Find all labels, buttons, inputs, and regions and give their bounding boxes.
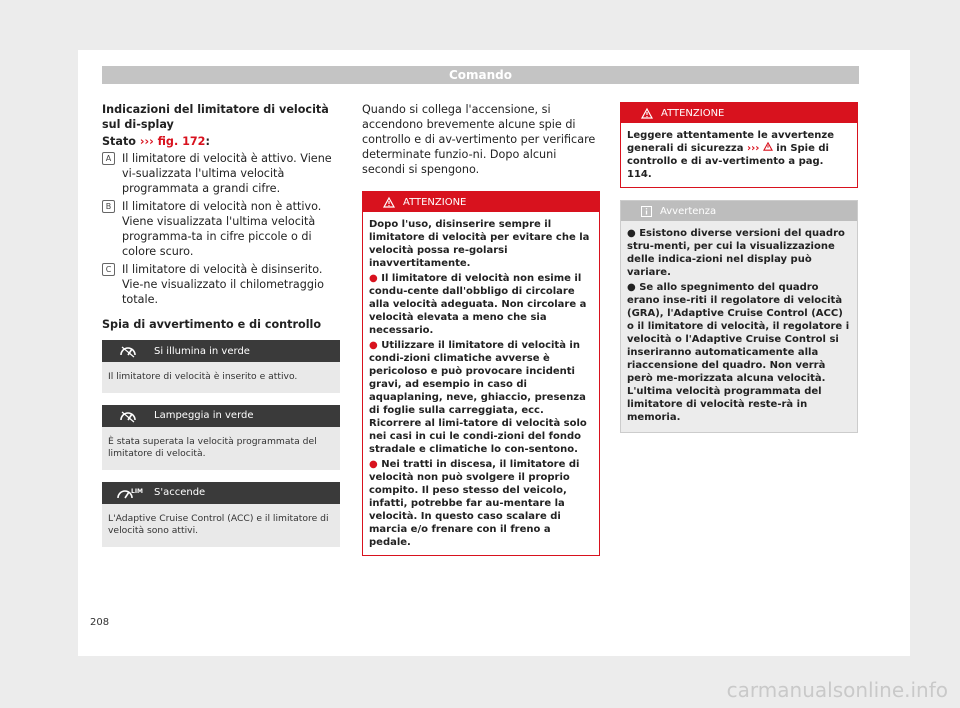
warning-box bbox=[362, 191, 600, 556]
warning-triangle-icon bbox=[383, 197, 395, 208]
state-item-c: C Il limitatore di velocità è disinserito. Vie-ne visualizzato il chilometraggio totale. bbox=[102, 262, 340, 307]
state-item-a: A Il limitatore di velocità è attivo. Viene vi-sualizzata l'ultima velocità programmata a grandi cifre. bbox=[102, 151, 340, 196]
note-bullet: ● Esistono diverse versioni del quadro stru-menti, per cui la visualizzazione delle indica-zioni nel display può variare. bbox=[627, 228, 845, 278]
column-middle bbox=[362, 102, 600, 556]
svg-text:LIM: LIM bbox=[131, 487, 144, 495]
warning-title: ATTENZIONE bbox=[661, 107, 725, 119]
figure-link[interactable]: ››› fig. 172 bbox=[139, 135, 206, 148]
warning-bullet: ● Il limitatore di velocità non esime il condu-cente dall'obbligo di circolare alla velocità adeguata. Non circolare a velocità elevata a meno che sia necessario. bbox=[369, 273, 587, 336]
lamp-card: LIM S'accende L'Adaptive Cruise Control (ACC) e il limitatore di velocità sono attivi. bbox=[102, 482, 340, 547]
note-bullet: ● Se allo spegnimento del quadro erano inse-riti il regolatore di velocità (GRA), l'Adaptive Cruise Control (ACC) o il limitatore di velocità, il regolatore i velocità o l'Adaptive Cruise Control si inseriranno automaticamente alla riaccensione del quadro. Non verrà però me-morizzata alcuna velocità. L'ultima velocità programmata del limitatore di velocità reste-rà in memoria. bbox=[627, 282, 850, 423]
warning-triangle-icon bbox=[763, 142, 773, 151]
note-box bbox=[620, 200, 858, 433]
page-header: Comando bbox=[102, 66, 859, 84]
warning-lead: Dopo l'uso, disinserire sempre il limitatore di velocità per evitare che la velocità possa re-golarsi inavvertitamente. bbox=[369, 219, 590, 269]
acc-limiter-icon bbox=[102, 486, 154, 500]
warning-title: ATTENZIONE bbox=[403, 196, 467, 208]
warning-box bbox=[620, 102, 858, 188]
section-heading: Indicazioni del limitatore di velocità sul di-splay bbox=[102, 103, 329, 131]
state-letter: C bbox=[102, 263, 115, 276]
watermark: carmanualsonline.info bbox=[726, 678, 948, 702]
warning-text: Leggere attentamente le avvertenze generali di sicurezza ››› in Spie di controllo e di av-vertimento a pag. 114. bbox=[627, 130, 835, 180]
state-letter: A bbox=[102, 152, 115, 165]
warning-bullet: ● Utilizzare il limitatore di velocità in condi-zioni climatiche avverse è pericoloso e può provocare incidenti gravi, ad esempio in caso di aquaplaning, neve, ghiaccio, presenza di foglie sulla carreggiata, ecc. Ricorrere al limi-tatore di velocità solo nei casi in cui le condi-zioni del fondo stradale e climatiche lo con-sentono. bbox=[369, 340, 587, 455]
warning-triangle-icon bbox=[641, 108, 653, 119]
state-item-b: B Il limitatore di velocità non è attivo. Viene visualizzata l'ultima velocità programma-ta in cifre piccole o di colore scuro. bbox=[102, 199, 340, 259]
warning-bullet: ● Nei tratti in discesa, il limitatore di velocità non può svolgere il proprio compito. Il peso stesso del veicolo, infatti, potrebbe far au-mentare la velocità. In questo caso scalare di marcia e/o frenare con il freno a pedale. bbox=[369, 459, 580, 548]
lamp-card: Lampeggia in verde È stata superata la velocità programmata del limitatore di velocità. bbox=[102, 405, 340, 470]
intro-text: Quando si collega l'accensione, si accendono brevemente alcune spie di controllo e di av-vertimento per verificare determinate funzio-ni. Dopo alcuni secondi si spengono. bbox=[362, 103, 596, 176]
spia-heading: Spia di avvertimento e di controllo bbox=[102, 318, 322, 331]
lamp-card: Si illumina in verde Il limitatore di velocità è inserito e attivo. bbox=[102, 340, 340, 393]
speed-limiter-icon bbox=[102, 409, 154, 423]
column-left bbox=[102, 102, 340, 559]
speed-limiter-icon bbox=[102, 344, 154, 358]
column-right bbox=[620, 102, 858, 433]
warning-link[interactable]: ››› bbox=[747, 143, 773, 154]
state-letter: B bbox=[102, 200, 115, 213]
stato-line: Stato ››› fig. 172: bbox=[102, 135, 210, 148]
page-number: 208 bbox=[90, 617, 110, 628]
note-title: Avvertenza bbox=[660, 205, 717, 217]
info-icon bbox=[641, 206, 652, 217]
